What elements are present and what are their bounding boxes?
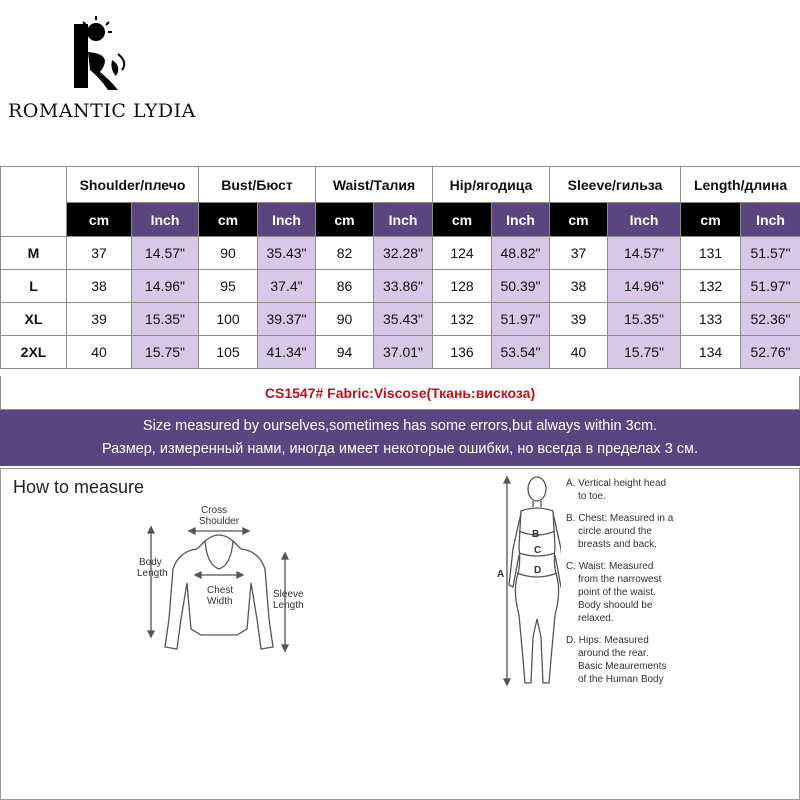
inch-cell: 52.76" bbox=[741, 336, 800, 369]
inch-cell: 33.86" bbox=[374, 270, 433, 303]
table-row bbox=[1, 237, 800, 270]
how-to-measure-panel bbox=[0, 468, 800, 800]
body-figure-icon bbox=[504, 477, 561, 685]
note-b: B. Chest: Measured in a circle around the breasts and back. bbox=[566, 513, 674, 550]
cm-cell: 128 bbox=[433, 270, 492, 303]
label-sleeve-length: Length bbox=[273, 600, 304, 611]
letter-b: B bbox=[532, 529, 540, 540]
col-header-length: Length/длина bbox=[681, 167, 800, 203]
cm-cell: 38 bbox=[67, 270, 132, 303]
inch-cell: 14.57" bbox=[608, 237, 681, 270]
note-a: A. Vertical height head to toe. bbox=[566, 478, 667, 502]
col-header-sleeve: Sleeve/гильза bbox=[550, 167, 681, 203]
inch-cell: 14.96" bbox=[608, 270, 681, 303]
unit-cm: cm bbox=[681, 203, 741, 237]
col-header-waist: Waist/Талия bbox=[316, 167, 433, 203]
inch-cell: 15.75" bbox=[132, 336, 199, 369]
measure-diagram bbox=[1, 469, 561, 799]
cm-cell: 39 bbox=[550, 303, 608, 336]
cm-cell: 40 bbox=[550, 336, 608, 369]
label-body-length: Length bbox=[137, 568, 168, 579]
col-header-shoulder: Shoulder/плечо bbox=[67, 167, 199, 203]
inch-cell: 35.43" bbox=[374, 303, 433, 336]
table-header-row bbox=[1, 167, 800, 203]
inch-cell: 41.34" bbox=[258, 336, 316, 369]
label-body: Body bbox=[139, 557, 162, 568]
how-to-measure-title: How to measure bbox=[13, 477, 145, 497]
brand-monogram-icon bbox=[60, 14, 140, 94]
note-d: D. Hips: Measured around the rear. Basic Meaurements of the Human Body bbox=[566, 635, 667, 685]
cm-cell: 100 bbox=[199, 303, 258, 336]
cm-cell: 40 bbox=[67, 336, 132, 369]
inch-cell: 37.4" bbox=[258, 270, 316, 303]
inch-cell: 39.37" bbox=[258, 303, 316, 336]
letter-d: D bbox=[534, 565, 542, 576]
cm-cell: 95 bbox=[199, 270, 258, 303]
cm-cell: 133 bbox=[681, 303, 741, 336]
unit-inch: Inch bbox=[132, 203, 199, 237]
inch-cell: 50.39" bbox=[492, 270, 550, 303]
letter-c: C bbox=[534, 545, 542, 556]
unit-inch: Inch bbox=[258, 203, 316, 237]
inch-cell: 48.82" bbox=[492, 237, 550, 270]
unit-inch: Inch bbox=[374, 203, 433, 237]
cm-cell: 39 bbox=[67, 303, 132, 336]
inch-cell: 32.28" bbox=[374, 237, 433, 270]
unit-cm: cm bbox=[67, 203, 132, 237]
col-header-hip: Hip/ягодица bbox=[433, 167, 550, 203]
inch-cell: 52.36" bbox=[741, 303, 800, 336]
unit-inch: Inch bbox=[741, 203, 800, 237]
size-rows bbox=[1, 237, 800, 369]
cm-cell: 94 bbox=[316, 336, 374, 369]
cm-cell: 105 bbox=[199, 336, 258, 369]
cm-cell: 37 bbox=[67, 237, 132, 270]
measurement-note bbox=[0, 410, 800, 466]
label-width: Width bbox=[207, 596, 233, 607]
cm-cell: 136 bbox=[433, 336, 492, 369]
table-unit-row bbox=[1, 203, 800, 237]
label-cross: Cross bbox=[201, 505, 228, 516]
size-header: SIZE bbox=[1, 167, 67, 237]
col-header-bust: Bust/Бюст bbox=[199, 167, 316, 203]
unit-cm: cm bbox=[550, 203, 608, 237]
label-chest: Chest bbox=[207, 585, 234, 596]
fabric-line: CS1547# Fabric:Viscose(Ткань:вискоза) bbox=[0, 376, 800, 410]
cm-cell: 82 bbox=[316, 237, 374, 270]
cm-cell: 132 bbox=[433, 303, 492, 336]
table-row bbox=[1, 303, 800, 336]
size-cell: L bbox=[1, 270, 67, 303]
brand-logo bbox=[0, 0, 220, 140]
cm-cell: 124 bbox=[433, 237, 492, 270]
inch-cell: 15.75" bbox=[608, 336, 681, 369]
unit-cm: cm bbox=[199, 203, 258, 237]
note-russian: Размер, измеренный нами, иногда имеет некоторые ошибки, но всегда в пределах 3 см. bbox=[101, 441, 699, 457]
inch-cell: 51.57" bbox=[741, 237, 800, 270]
inch-cell: 14.96" bbox=[132, 270, 199, 303]
note-english: Size measured by ourselves,sometimes has some errors,but always within 3cm. bbox=[142, 418, 658, 434]
size-cell: 2XL bbox=[1, 336, 67, 369]
unit-inch: Inch bbox=[492, 203, 550, 237]
cm-cell: 37 bbox=[550, 237, 608, 270]
unit-cm: cm bbox=[316, 203, 374, 237]
inch-cell: 14.57" bbox=[132, 237, 199, 270]
table-row bbox=[1, 336, 800, 369]
cm-cell: 38 bbox=[550, 270, 608, 303]
label-sleeve: Sleeve bbox=[273, 589, 304, 600]
inch-cell: 51.97" bbox=[492, 303, 550, 336]
brand-name: ROMANTIC LYDIA bbox=[8, 100, 196, 122]
size-table bbox=[0, 166, 800, 369]
cm-cell: 132 bbox=[681, 270, 741, 303]
measure-notes bbox=[566, 477, 796, 695]
size-cell: XL bbox=[1, 303, 67, 336]
cm-cell: 90 bbox=[316, 303, 374, 336]
inch-cell: 35.43" bbox=[258, 237, 316, 270]
cm-cell: 131 bbox=[681, 237, 741, 270]
unit-inch: Inch bbox=[608, 203, 681, 237]
letter-a: A bbox=[497, 569, 505, 580]
unit-cm: cm bbox=[433, 203, 492, 237]
inch-cell: 15.35" bbox=[132, 303, 199, 336]
cm-cell: 134 bbox=[681, 336, 741, 369]
inch-cell: 37.01" bbox=[374, 336, 433, 369]
table-row bbox=[1, 270, 800, 303]
inch-cell: 53.54" bbox=[492, 336, 550, 369]
note-c: C. Waist: Measured from the narrowest point of the waist. Body shoould be relaxed. bbox=[566, 561, 662, 624]
inch-cell: 15.35" bbox=[608, 303, 681, 336]
size-cell: M bbox=[1, 237, 67, 270]
cm-cell: 86 bbox=[316, 270, 374, 303]
label-shoulder: Shoulder bbox=[199, 516, 240, 527]
cm-cell: 90 bbox=[199, 237, 258, 270]
inch-cell: 51.97" bbox=[741, 270, 800, 303]
